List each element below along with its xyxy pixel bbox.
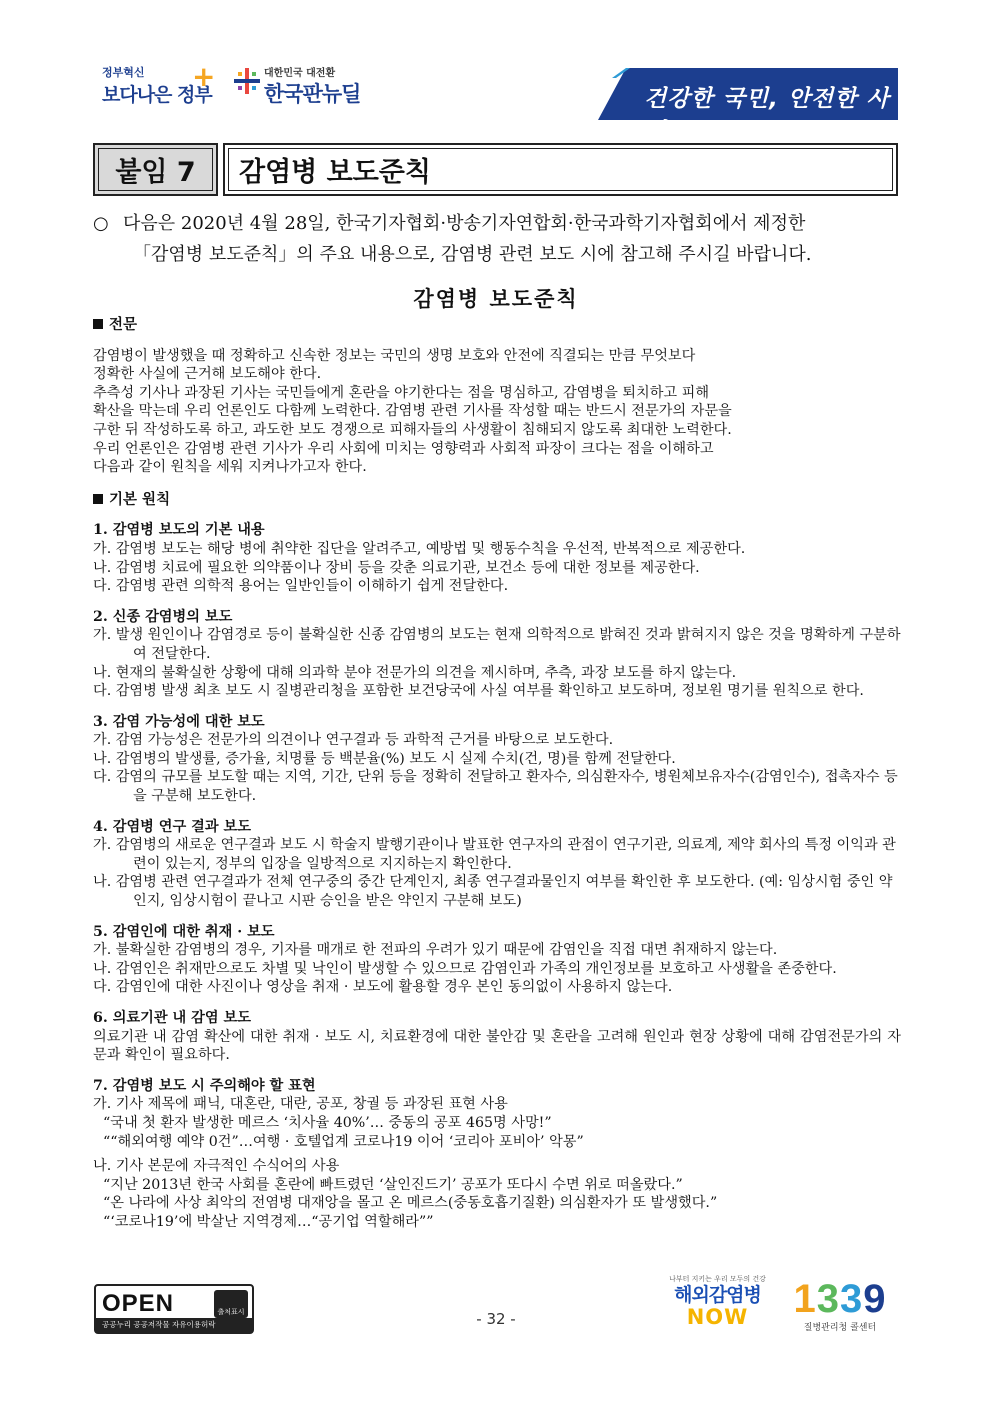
section-4-item: 나. 감염병 관련 연구결과가 전체 연구중의 중간 단계인지, 최종 연구결과물인지 여부를 확인한 후 보도한다. (예: 임상시험 중인 약인지, 임상시험이 끝나고 시판 승인을 받은 약인지 구분해 보도) <box>93 874 893 910</box>
square-bullet-icon <box>93 319 103 329</box>
section-5-title: 5. 감염인에 대한 취재 · 보도 <box>93 923 275 940</box>
banner-slogan: 건강한 국민, 안전한 사회 <box>644 86 890 145</box>
example-quote: ““해외여행 예약 0건”…여행 · 호텔업계 코로나19 이어 ‘코리아 포비아’ 악몽” <box>103 1133 584 1150</box>
slogan-banner <box>598 68 898 145</box>
section-1-title: 1. 감염병 보도의 기본 내용 <box>93 522 265 539</box>
section-3-item: 다. 감염의 규모를 보도할 때는 지역, 기간, 단위 등을 정확히 전달하고 환자수, 의심환자수, 병원체보유자수(감염인수), 접촉자수 등을 구분해 보도한다. <box>93 769 898 805</box>
page-footer <box>0 1270 992 1350</box>
section-2-item: 다. 감염병 발생 최초 보도 시 질병관리청을 포함한 보건당국에 사실 여부를 확인하고 보도하며, 정보원 명기를 원칙으로 한다. <box>93 683 864 700</box>
section-2-title: 2. 신종 감염병의 보도 <box>93 608 233 625</box>
section-7-item-a: 가. 기사 제목에 패닉, 대혼란, 대란, 공포, 창궐 등 과장된 표현 사용 <box>93 1096 508 1113</box>
gov-logo-small-text: 정부혁신 <box>102 66 145 79</box>
square-bullet-icon <box>93 494 103 504</box>
korean-new-deal-logo <box>232 60 372 110</box>
example-quote: “온 나라에 사상 최악의 전염병 대재앙을 몰고 온 메르스(중동호흡기질환) 의심환자가 또 발생했다.” <box>103 1195 718 1212</box>
new-deal-small-text: 대한민국 대전환 <box>264 68 336 79</box>
intro-line-2: 「감염병 보도준칙」의 주요 내용으로, 감염병 관련 보도 시에 참고해 주시길 바랍니다. <box>133 244 812 265</box>
intro-line-1-text: 다음은 2020년 4월 28일, 한국기자협회·방송기자연합회·한국과학기자협회에서 제정한 <box>123 213 806 234</box>
preamble-line: 구한 뒤 작성하도록 하고, 과도한 보도 경쟁으로 피해자들의 사생활이 침해되지 않도록 최대한 노력한다. <box>93 421 732 438</box>
section-1-item: 나. 감염병 치료에 필요한 의약품이나 장비 등을 갖춘 의료기관, 보건소 등에 대한 정보를 제공한다. <box>93 559 700 576</box>
section-6-title: 6. 의료기관 내 감염 보도 <box>93 1010 251 1026</box>
gov-innovation-logo <box>102 60 217 110</box>
preamble-text <box>93 347 901 477</box>
preamble-line: 추측성 기사나 과장된 기사는 국민들에게 혼란을 야기한다는 점을 명심하고, 감염병을 퇴치하고 피해 <box>93 384 710 401</box>
overseas-infection-now-logo <box>660 1274 775 1344</box>
page-header <box>0 0 992 145</box>
section-1-item: 다. 감염병 관련 의학적 용어는 일반인들이 이해하기 쉽게 전달한다. <box>93 578 509 595</box>
section-7-item-b: 나. 기사 본문에 자극적인 수식어의 사용 <box>93 1158 340 1175</box>
section-6-text: 의료기관 내 감염 확산에 대한 취재 · 보도 시, 치료환경에 대한 불안감 및 혼란을 고려해 원인과 현장 상황에 대해 감염전문가의 자문과 확인이 필요하다. <box>93 1028 901 1064</box>
example-quote: “지난 2013년 한국 사회를 혼란에 빠트렸던 ‘살인진드기’ 공포가 또다시 수면 위로 떠올랐다.” <box>103 1176 683 1193</box>
hotline-caption: 질병관리청 콜센터 <box>803 1323 877 1333</box>
section-3-title: 3. 감염 가능성에 대한 보도 <box>93 713 265 730</box>
example-quote: “국내 첫 환자 발생한 메르스 ‘치사율 40%’… 중동의 공포 465명 사망!” <box>103 1114 552 1131</box>
section-1-item: 가. 감염병 보도는 해당 병에 취약한 집단을 알려주고, 예방법 및 행동수칙을 우선적, 반복적으로 제공한다. <box>93 540 746 557</box>
new-deal-big-text: 한국판뉴딜 <box>264 82 361 106</box>
gov-logo-big-text: 보다나은 정부 <box>102 84 212 106</box>
attachment-tag-label: 붙임 7 <box>98 148 213 191</box>
page-number: - 32 - <box>476 1310 516 1328</box>
section-3-item: 가. 감염 가능성은 전문가의 의견이나 연구결과 등 과학적 근거를 바탕으로 보도한다. <box>93 732 614 749</box>
attachment-title: 감염병 보도준칙 <box>228 148 893 191</box>
intro-paragraph <box>93 208 901 270</box>
document-title: 감염병 보도준칙 <box>413 286 579 311</box>
document-body <box>93 316 901 1232</box>
hotline-digit: 1 <box>793 1277 817 1321</box>
section-5-item: 가. 불확실한 감염병의 경우, 기자를 매개로 한 전파의 우려가 있기 때문에 감염인을 직접 대면 취재하지 않는다. <box>93 942 778 959</box>
hotline-digit: 3 <box>816 1277 840 1321</box>
preamble-line: 우리 언론인은 감염병 관련 기사가 우리 사회에 미치는 영향력과 사회적 파장이 크다는 점을 이해하고 <box>93 440 714 457</box>
overseas-tagline: 나부터 지키는 우리 모두의 건강 <box>669 1275 766 1283</box>
attribution-icon: 출처표시 <box>214 1290 248 1318</box>
section-4-item: 가. 감염병의 새로운 연구결과 보도 시 학술지 발행기관이나 발표한 연구자의 관점이 연구기관, 의료계, 제약 회사의 특정 이익과 관련이 있는지, 정부의 입장을 일방적으로 지지하는지 확인한다. <box>93 837 896 872</box>
preamble-line: 다음과 같이 원칙을 세워 지켜나가고자 한다. <box>93 459 367 476</box>
preamble-heading <box>93 316 901 335</box>
open-license-word: OPEN <box>102 1290 175 1317</box>
open-license-bar: 공공누리 공공저작물 자유이용허락 <box>96 1318 252 1332</box>
plus-icon: + <box>192 60 216 93</box>
overseas-title: 해외감염병 <box>674 1284 761 1306</box>
section-2-item: 나. 현재의 불확실한 상황에 대해 의과학 분야 전문가의 의견을 제시하며, 추측, 과장 보도를 하지 않는다. <box>93 664 737 681</box>
section-2-item: 가. 발생 원인이나 감염경로 등이 불확실한 신종 감염병의 보도는 현재 의학적으로 밝혀진 것과 밝혀지지 않은 것을 명확하게 구분하여 전달한다. <box>93 627 901 662</box>
section-4-title: 4. 감염병 연구 결과 보도 <box>93 818 251 835</box>
intro-line-1 <box>93 208 901 239</box>
hotline-digit: 9 <box>863 1277 887 1321</box>
principles-heading <box>93 491 901 510</box>
hotline-1339-logo <box>780 1278 900 1344</box>
section-5-item: 다. 감염인에 대한 사진이나 영상을 취재 · 보도에 활용할 경우 본인 동의없이 사용하지 않는다. <box>93 979 673 996</box>
hotline-digit: 3 <box>840 1277 864 1321</box>
preamble-line: 정확한 사실에 근거해 보도해야 한다. <box>93 366 322 383</box>
section-5-item: 나. 감염인은 취재만으로도 차별 및 낙인이 발생할 수 있으므로 감염인과 가족의 개인정보를 보호하고 사생활을 존중한다. <box>93 960 837 977</box>
attachment-title-box <box>223 143 898 196</box>
overseas-now: NOW <box>686 1305 749 1329</box>
attachment-tag <box>93 143 218 196</box>
section-3-item: 나. 감염병의 발생률, 증가율, 치명률 등 백분율(%) 보도 시 실제 수치(건, 명)를 함께 전달한다. <box>93 750 676 767</box>
principles-heading-text: 기본 원칙 <box>109 490 171 508</box>
section-7-title: 7. 감염병 보도 시 주의해야 할 표현 <box>93 1077 316 1094</box>
circle-bullet-icon: ○ <box>93 213 109 234</box>
example-quote: “‘코로나19’에 박살난 지역경제…“공기업 역할해라”” <box>103 1213 434 1230</box>
preamble-line: 확산을 막는데 우리 언론인도 다함께 노력한다. 감염병 관련 기사를 작성할 때는 반드시 전문가의 자문을 <box>93 403 732 420</box>
hotline-number <box>780 1278 900 1320</box>
preamble-line: 감염병이 발생했을 때 정확하고 신속한 정보는 국민의 생명 보호와 안전에 직결되는 만큼 무엇보다 <box>93 347 696 364</box>
attachment-title-row <box>93 143 898 198</box>
preamble-heading-text: 전문 <box>109 316 138 333</box>
new-deal-mark-icon <box>232 66 262 96</box>
